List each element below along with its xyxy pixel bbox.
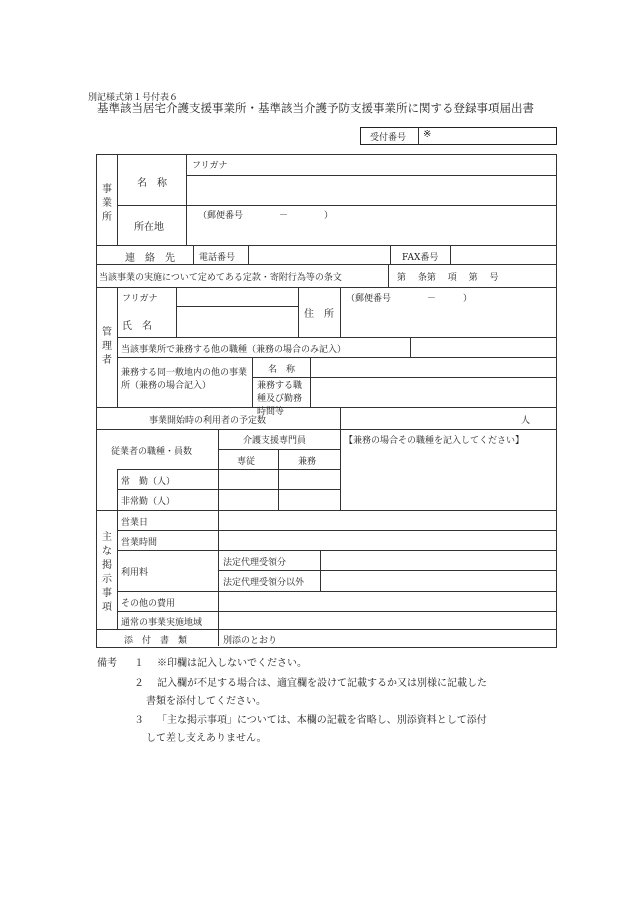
notices-section-label: 主な掲示事項 (102, 532, 112, 613)
phone-field[interactable] (249, 246, 389, 263)
fee-proxy-label: 法定代理受領分 (223, 558, 287, 568)
service-area-label: 通常の事業実施地域 (121, 618, 203, 628)
fee-nonproxy-field[interactable] (321, 571, 555, 590)
phone-label: 電話番号 (199, 253, 236, 263)
staff-label: 従業者の職種・員数 (111, 447, 193, 457)
office-contact-label: 連 絡 先 (125, 253, 175, 264)
remark-3-text-line2: して差し支えありません。 (146, 733, 267, 744)
fee-proxy-field[interactable] (321, 551, 555, 569)
remark-2-number: ２ (134, 678, 144, 689)
manager-furigana-label: フリガナ (122, 294, 158, 304)
expected-users-field[interactable] (341, 408, 516, 428)
parttime-staff-row-label: 非常勤（人） (121, 497, 176, 507)
manager-furigana-field[interactable] (177, 288, 297, 305)
parttime-dedicated-count[interactable] (219, 490, 277, 509)
office-section-label: 事業所 (102, 184, 112, 223)
expected-users-unit: 人 (521, 416, 531, 426)
concurrent-column-header: 兼務 (298, 457, 317, 467)
fee-nonproxy-label: 法定代理受領分以外 (223, 578, 305, 588)
manager-other-office-label: 兼務する同一敷地内の他の事業所（兼務の場合記入） (121, 368, 248, 391)
remark-1-text: ※印欄は記入しないでください。 (157, 658, 307, 669)
remarks-title: 備考 (97, 658, 117, 669)
receipt-mark: ※ (423, 129, 432, 140)
attachments-label: 添 付 書 類 (124, 636, 188, 646)
fulltime-column-header: 専従 (237, 457, 256, 467)
office-furigana-label: フリガナ (192, 161, 228, 171)
service-area-field[interactable] (219, 612, 555, 628)
fulltime-concurrent-count[interactable] (279, 470, 339, 488)
staff-note: 【兼務の場合その職種を記入してください】 (344, 436, 525, 446)
form-code: 別記様式第１号付表６ (88, 93, 179, 103)
remark-1-number: １ (134, 658, 144, 669)
office-address-label: 所在地 (134, 222, 164, 233)
fee-label: 利用料 (121, 568, 149, 578)
remark-3-number: ３ (134, 715, 144, 726)
receipt-number-field[interactable] (440, 129, 552, 143)
other-costs-label: その他の費用 (121, 599, 176, 609)
care-manager-header: 介護支援専門員 (243, 436, 307, 446)
other-office-name-field[interactable] (311, 358, 555, 376)
office-address-field[interactable] (187, 222, 555, 244)
manager-name-label: 氏 名 (122, 321, 152, 332)
business-hours-label: 営業時間 (121, 538, 158, 548)
articles-value[interactable]: 第 条第 項 第 号 (397, 273, 499, 283)
manager-address-field[interactable] (341, 305, 555, 336)
office-name-label: 名 称 (137, 178, 167, 189)
manager-name-field[interactable] (177, 307, 297, 336)
fulltime-dedicated-count[interactable] (219, 470, 277, 488)
fulltime-staff-row-label: 常 勤（人） (121, 477, 176, 487)
business-days-label: 営業日 (121, 518, 149, 528)
fax-label: FAX番号 (402, 253, 439, 263)
remark-2-text-line1: 記入欄が不足する場合は、適宜欄を設けて記載するか又は別様に記載した (157, 678, 487, 689)
business-hours-field[interactable] (219, 531, 555, 549)
form-title: 基準該当居宅介護支援事業所・基準該当介護予防支援事業所に関する登録事項届出書 (97, 101, 534, 115)
other-office-job-field[interactable] (311, 378, 555, 406)
expected-users-label: 事業開始時の利用者の予定数 (149, 416, 267, 426)
business-days-field[interactable] (219, 511, 555, 529)
fax-field[interactable] (451, 246, 555, 263)
attachments-value: 別添のとおり (223, 636, 278, 646)
articles-label: 当該事業の実施について定めてある定款・寄附行為等の条文 (99, 273, 342, 283)
other-office-name-label: 名 称 (268, 365, 296, 375)
other-costs-field[interactable] (219, 592, 555, 610)
parttime-concurrent-count[interactable] (279, 490, 339, 509)
office-postal-code[interactable]: （郵便番号 － ） (198, 211, 334, 221)
staff-note-field[interactable] (341, 447, 555, 509)
manager-section-label: 管理者 (102, 327, 112, 366)
remark-2-text-line2: 書類を添付してください。 (146, 696, 266, 707)
office-name-field[interactable] (187, 176, 555, 204)
receipt-label: 受付番号 (370, 133, 407, 143)
manager-address-label: 住 所 (304, 309, 334, 320)
remark-3-text-line1: 「主な掲示事項」については、本欄の記載を省略し、別添資料として添付 (157, 715, 487, 726)
manager-postal-code[interactable]: （郵便番号 － ） (346, 294, 473, 304)
manager-other-job-label: 当該事業所で兼務する他の職種（兼務の場合のみ記入） (121, 345, 347, 355)
manager-other-job-field[interactable] (411, 338, 555, 356)
other-office-job-label: 兼務する職種及び勤務時間等 (257, 381, 303, 417)
